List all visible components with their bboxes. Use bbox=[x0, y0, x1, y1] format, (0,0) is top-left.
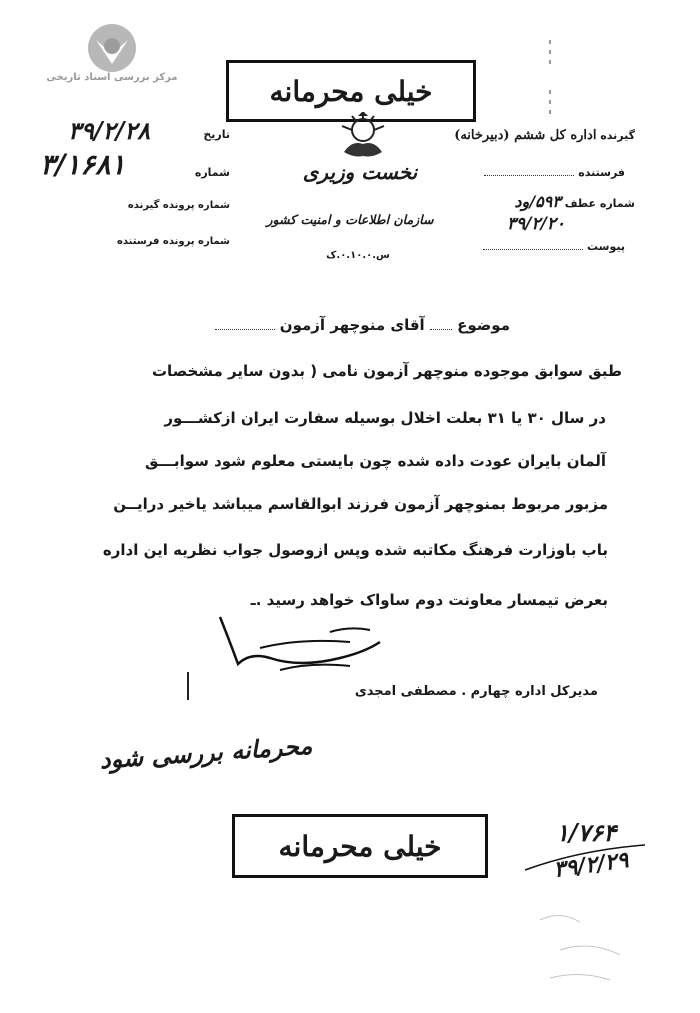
handwritten-note: محرمانه بررسی شود bbox=[98, 730, 314, 775]
number-label: شماره bbox=[194, 166, 230, 179]
body-line-2: در سال ۳۰ یا ۳۱ بعلت اخلال بوسیله سفارت ایران ازکشـــور bbox=[164, 409, 606, 427]
margin-mark-icon bbox=[540, 40, 560, 120]
scan-marks-icon bbox=[530, 900, 650, 990]
recipient-file-label: شماره پرونده گیرنده bbox=[127, 200, 230, 211]
body-line-3: آلمان بایران عودت داده شده چون بایستی معلوم شود سوابـــق bbox=[145, 452, 606, 470]
recipient-value: اداره کل ششم (دبیرخانه) bbox=[454, 128, 597, 143]
watermark-text: مرکز بررسی اسناد تاریخی bbox=[46, 72, 178, 83]
subject-label: موضوع bbox=[457, 316, 510, 334]
signature-title: مدیرکل اداره چهارم . مصطفی امجدی bbox=[354, 684, 598, 699]
sender-label: فرستنده bbox=[578, 166, 625, 179]
header-ref-row bbox=[430, 192, 635, 211]
header-sender-row bbox=[470, 166, 625, 179]
signature-scribble-icon bbox=[200, 612, 400, 682]
ref-date: ۳۹/۲/۲۰ bbox=[506, 214, 565, 234]
date-label: تاریخ bbox=[203, 128, 230, 141]
classification-bottom-text: خیلی محرمانه bbox=[278, 829, 442, 863]
classification-top-text: خیلی محرمانه bbox=[269, 74, 433, 108]
body-line-6: بعرض تیمسار معاونت دوم ساواک خواهد رسید .ـ bbox=[250, 591, 608, 609]
lion-and-sun-icon bbox=[332, 112, 394, 164]
annotation-line-2: ۳۹/۲/۲۹ bbox=[551, 846, 631, 884]
header-attachment-row bbox=[470, 240, 625, 253]
body-line-4: مزبور مربوط بمنوچهر آزمون فرزند ابوالقاسم میباشد یاخیر درایــن bbox=[113, 495, 608, 513]
number-value: ۳/۱۶۸۱ bbox=[40, 148, 126, 181]
body-line-5: باب باوزارت فرهنگ مکاتبه شده وپس ازوصول جواب نظریه این اداره bbox=[102, 541, 608, 559]
annotation-line-1: ۱/۷۶۴ bbox=[555, 818, 617, 847]
header-recipient-row bbox=[430, 128, 635, 143]
sender-file-label: شماره پرونده فرستنده bbox=[117, 236, 230, 247]
date-value: ۳۹/۲/۲۸ bbox=[68, 116, 150, 145]
annotation-underline-icon bbox=[520, 840, 650, 880]
subject-value: آقای منوچهر آزمون bbox=[279, 316, 425, 334]
subject-row bbox=[200, 316, 510, 334]
body-line-1: طبق سوابق موجوده منوچهر آزمون نامی ( بدون سایر مشخصات bbox=[151, 362, 622, 380]
recipient-label: گیرنده bbox=[600, 129, 635, 142]
watermark-emblem-icon bbox=[82, 20, 142, 76]
office-title: نخست وزیری bbox=[302, 160, 418, 184]
watermark-logo bbox=[46, 20, 178, 100]
ref-label: شماره عطف bbox=[564, 197, 635, 210]
attachment-label: پیوست bbox=[587, 240, 625, 253]
form-code: س.۰.۱۰.۰.ک bbox=[326, 250, 390, 261]
classification-stamp-bottom bbox=[232, 814, 488, 878]
margin-tick-icon bbox=[178, 670, 198, 710]
ref-value: ۵۹۳/ود bbox=[514, 192, 561, 211]
organization-title: سازمان اطلاعات و امنیت کشور bbox=[266, 212, 434, 227]
